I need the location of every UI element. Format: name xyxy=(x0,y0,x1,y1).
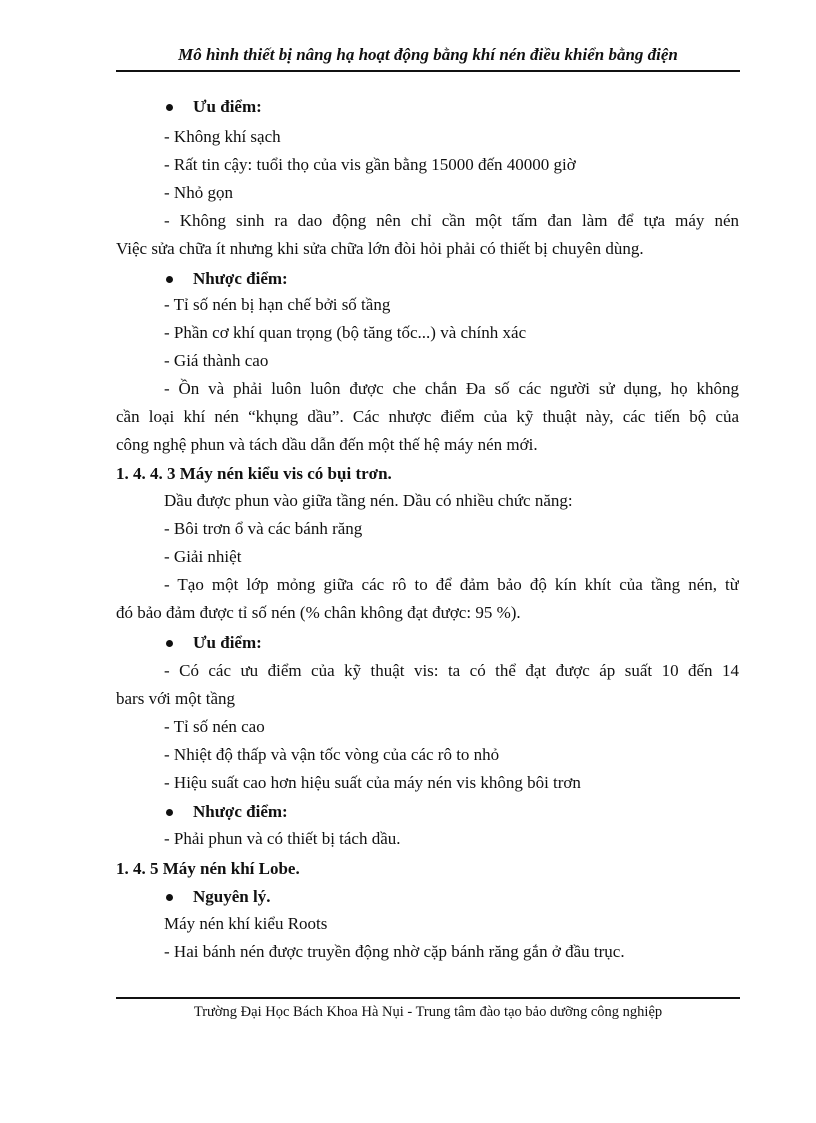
disadvantages-bullet xyxy=(166,268,288,290)
text-line: - Bôi trơn ổ và các bánh răng xyxy=(164,519,363,538)
text-line: - Tạo một lớp mỏng giữa các rô to để đảm bảo độ kín khít của tầng nén, từ xyxy=(164,575,739,594)
text-line: - Ồn và phải luôn luôn được che chắn Đa số các người sử dụng, họ không xyxy=(164,379,739,398)
text-line: Máy nén khí kiểu Roots xyxy=(164,914,328,933)
text-line: - Hiệu suất cao hơn hiệu suất của máy nén vis không bôi trơn xyxy=(164,773,581,792)
bullet-icon xyxy=(166,276,173,283)
text-line: - Tỉ số nén cao xyxy=(164,717,265,736)
bullet-icon xyxy=(166,894,173,901)
advantages-bullet xyxy=(166,632,262,654)
text-line: - Không sinh ra dao động nên chỉ cần một tấm đan làm để tựa máy nén xyxy=(164,211,739,230)
text-line: - Phần cơ khí quan trọng (bộ tăng tốc...) và chính xác xyxy=(164,323,527,342)
disadvantages-title: Nhược điểm: xyxy=(193,802,288,821)
advantages-title: Ưu điểm: xyxy=(193,633,262,652)
text-line: đó bảo đảm được tỉ số nén (% chân không đạt được: 95 %). xyxy=(116,603,521,622)
text-line: - Giá thành cao xyxy=(164,351,269,370)
advantages-bullet xyxy=(166,96,262,118)
disadvantages-bullet xyxy=(166,801,288,823)
bullet-icon xyxy=(166,104,173,111)
text-line: - Tỉ số nén bị hạn chế bởi số tầng xyxy=(164,295,391,314)
text-line: cần loại khí nén “khụng dầu”. Các nhược điểm của kỹ thuật này, các tiến bộ của xyxy=(116,407,739,426)
text-line: - Rất tin cậy: tuổi thọ của vis gần bằng 15000 đến 40000 giờ xyxy=(164,155,576,174)
principle-bullet xyxy=(166,886,270,908)
page-header: Mô hình thiết bị nâng hạ hoạt động bằng khí nén điều khiển bằng điện xyxy=(116,44,740,72)
text-line: công nghệ phun và tách dầu dẫn đến một thế hệ máy nén mới. xyxy=(116,435,538,454)
section-heading: 1. 4. 4. 3 Máy nén kiểu vis có bụi trơn. xyxy=(116,464,392,483)
text-line: bars với một tầng xyxy=(116,689,235,708)
footer-divider xyxy=(116,997,740,999)
text-line: - Giải nhiệt xyxy=(164,547,242,566)
text-line: - Nhiệt độ thấp và vận tốc vòng của các rô to nhỏ xyxy=(164,745,500,764)
text-line: - Nhỏ gọn xyxy=(164,183,233,202)
disadvantages-title: Nhược điểm: xyxy=(193,269,288,288)
text-line: - Không khí sạch xyxy=(164,127,281,146)
bullet-icon xyxy=(166,640,173,647)
bullet-icon xyxy=(166,809,173,816)
advantages-title: Ưu điểm: xyxy=(193,97,262,116)
page-footer: Trường Đại Học Bách Khoa Hà Nụi - Trung tâm đào tạo bảo dưỡng công nghiệp xyxy=(193,1004,663,1020)
principle-title: Nguyên lý. xyxy=(193,887,271,906)
text-line: - Phải phun và có thiết bị tách dầu. xyxy=(164,829,401,848)
text-line: - Hai bánh nén được truyền động nhờ cặp bánh răng gắn ở đầu trục. xyxy=(164,942,625,961)
section-heading: 1. 4. 5 Máy nén khí Lobe. xyxy=(116,859,300,878)
text-line: Việc sửa chữa ít nhưng khi sửa chữa lớn đòi hỏi phải có thiết bị chuyên dùng. xyxy=(116,239,644,258)
text-line: - Có các ưu điểm của kỹ thuật vis: ta có thể đạt được áp suất 10 đến 14 xyxy=(164,661,739,680)
text-line: Dầu được phun vào giữa tầng nén. Dầu có nhiều chức năng: xyxy=(164,491,573,510)
